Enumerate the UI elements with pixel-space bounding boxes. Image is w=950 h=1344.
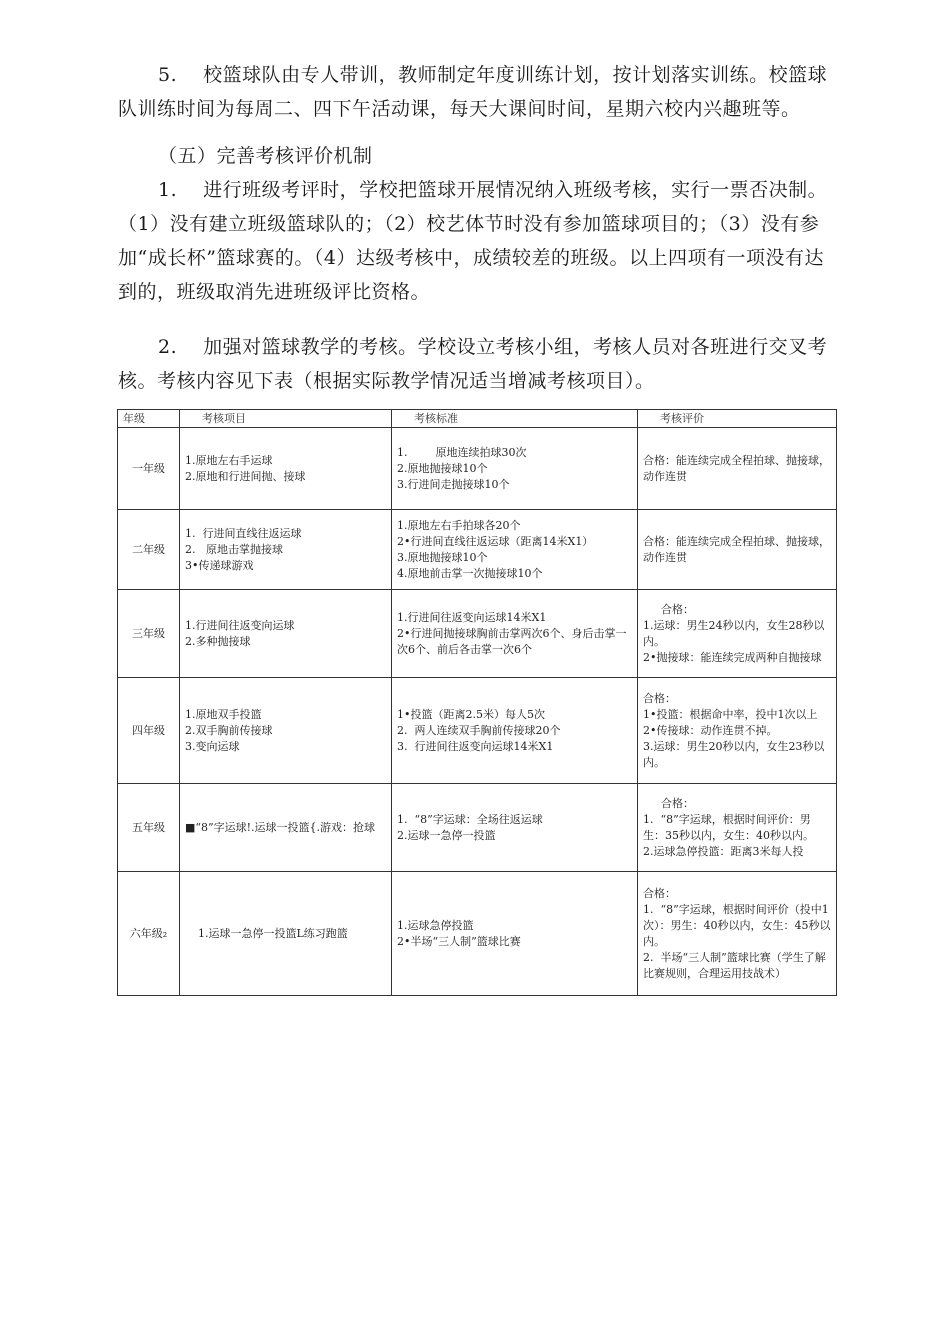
evaluation-cell (638, 510, 837, 590)
section-heading: （五）完善考核评价机制 (158, 145, 373, 167)
standards-cell (392, 510, 638, 590)
evaluation-cell (638, 590, 837, 678)
grade-cell: 五年级 (118, 784, 180, 872)
standard-line: 1.原地左右手拍球各20个 (397, 518, 521, 532)
evaluation-heading: 合格： (661, 602, 694, 616)
paragraph-text: 加强对篮球教学的考核。学校设立考核小组，考核人员对各班进行交叉考核。考核内容见下表（根据实际教学情况适当增减考核项目）。 (118, 336, 828, 392)
item-line: 2.原地和行进间抛、接球 (185, 469, 306, 483)
standard-line: 2.运球一急停一投篮 (397, 828, 496, 842)
standard-line: 2. 两人连续双手胸前传接球20个 (397, 723, 561, 737)
standard-line: 2•行进间抛接球胸前击掌两次6个、身后击掌一次6个、前后各击掌一次6个 (397, 626, 627, 656)
paragraph-number: 5. (158, 64, 178, 86)
table-row (118, 784, 837, 872)
standards-cell (392, 678, 638, 784)
items-cell (180, 428, 392, 510)
evaluation-line: 2. 半场“三人制”篮球比赛（学生了解比赛规则，合理运用技战术） (643, 950, 826, 980)
header-evaluation: 考核评价 (638, 410, 837, 428)
item-line: ■“8”字运球!.运球一投篮{.游戏：抢球 (185, 820, 376, 834)
evaluation-cell (638, 784, 837, 872)
standard-line: 2.原地抛接球10个 (397, 461, 488, 475)
standard-line: 4.原地前击掌一次抛接球10个 (397, 566, 543, 580)
table-row (118, 590, 837, 678)
item-line: 1.行进间往返变向运球 (185, 618, 295, 632)
evaluation-line: 2•传接球：动作连贯不掉。 (643, 723, 778, 737)
item-line: 2.双手胸前传接球 (185, 723, 273, 737)
items-cell (180, 590, 392, 678)
evaluation-line: 1•投篮：根据命中率，投中1次以上 (643, 707, 818, 721)
evaluation-line: 1.运球：男生24秒以内，女生28秒以内。 (643, 618, 825, 648)
items-cell (180, 872, 392, 996)
item-line: 2.多种抛接球 (185, 634, 251, 648)
assessment-table (117, 409, 837, 996)
paragraph-text: 校篮球队由专人带训，教师制定年度训练计划，按计划落实训练。校篮球队训练时间为每周二、四下午活动课，每天大课间时间，星期六校内兴趣班等。 (118, 64, 828, 120)
grade-cell: 二年级 (118, 510, 180, 590)
paragraph-text: 进行班级考评时，学校把篮球开展情况纳入班级考核，实行一票否决制。（1）没有建立班级篮球队的；（2）校艺体节时没有参加篮球项目的；（3）没有参加“成长杯”篮球赛的。（4）达级考核中，成绩较差的班级。以上四项有一项没有达到的，班级取消先进班级评比资格。 (118, 179, 828, 303)
evaluation-line: 2.运球急停投篮：距离3米每人投 (643, 844, 804, 858)
paragraph-number: 2. (158, 336, 178, 358)
standards-cell (392, 872, 638, 996)
evaluation-cell (638, 678, 837, 784)
grade-cell: 六年级₂ (118, 872, 180, 996)
grade-cell: 一年级 (118, 428, 180, 510)
items-cell (180, 678, 392, 784)
standard-line: 1•投篮（距离2.5米）每人5次 (397, 707, 545, 721)
standards-cell (392, 428, 638, 510)
header-standard: 考核标准 (392, 410, 638, 428)
standard-line: 3.原地抛接球10个 (397, 550, 488, 564)
evaluation-line: 1. “8”字运球，根据时间评价：男生：35秒以内，女生：40秒以内。 (643, 812, 814, 842)
standards-cell (392, 784, 638, 872)
evaluation-heading: 合格： (643, 691, 676, 705)
standard-line: 1.运球急停投篮 (397, 918, 474, 932)
evaluation-line: 合格：能连续完成全程拍球、抛接球，动作连贯 (643, 534, 830, 564)
standard-line: 2•行进间直线往返运球（距离14米X1） (397, 534, 594, 548)
evaluation-heading: 合格： (643, 886, 676, 900)
paragraph-teaching-assessment (118, 330, 838, 398)
standard-line: 1.行进间往返变向运球14米X1 (397, 610, 547, 624)
evaluation-cell (638, 428, 837, 510)
paragraph-number: 1. (158, 179, 178, 201)
grade-cell: 三年级 (118, 590, 180, 678)
evaluation-cell (638, 872, 837, 996)
evaluation-line: 合格：能连续完成全程拍球、抛接球，动作连贯 (643, 453, 830, 483)
standard-line: 1. “8”字运球：全场往返运球 (397, 812, 543, 826)
table-row (118, 678, 837, 784)
grade-cell: 四年级 (118, 678, 180, 784)
item-line: 2. 原地击掌抛接球 (185, 542, 283, 556)
paragraph-training-plan (118, 58, 838, 126)
item-line: 3.变向运球 (185, 739, 240, 753)
evaluation-line: 3.运球：男生20秒以内，女生23秒以内。 (643, 739, 825, 769)
item-line: 1. 行进间直线往返运球 (185, 526, 302, 540)
standards-cell (392, 590, 638, 678)
table-row (118, 428, 837, 510)
items-cell (180, 510, 392, 590)
item-line: 1.原地左右手运球 (185, 453, 273, 467)
standard-line: 2•半场“三人制”篮球比赛 (397, 934, 521, 948)
header-grade: 年级 (118, 410, 180, 428)
standard-line: 3. 行进间往返变向运球14米X1 (397, 739, 554, 753)
table-header-row (118, 410, 837, 428)
standard-line: 1. 原地连续拍球30次 (397, 445, 527, 459)
evaluation-heading: 合格： (661, 796, 694, 810)
items-cell (180, 784, 392, 872)
item-line: 1.运球一急停一投篮L练习跑篮 (198, 926, 348, 940)
standard-line: 3.行进间走抛接球10个 (397, 477, 510, 491)
evaluation-line: 1. “8”字运球，根据时间评价（投中1次）：男生：40秒以内，女生：45秒以内。 (643, 902, 831, 948)
table-row (118, 510, 837, 590)
header-item: 考核项目 (180, 410, 392, 428)
evaluation-line: 2•抛接球：能连续完成两种自抛接球 (643, 650, 822, 664)
paragraph-class-evaluation (118, 173, 838, 309)
item-line: 1.原地双手投篮 (185, 707, 262, 721)
item-line: 3•传递球游戏 (185, 558, 254, 572)
table-row (118, 872, 837, 996)
